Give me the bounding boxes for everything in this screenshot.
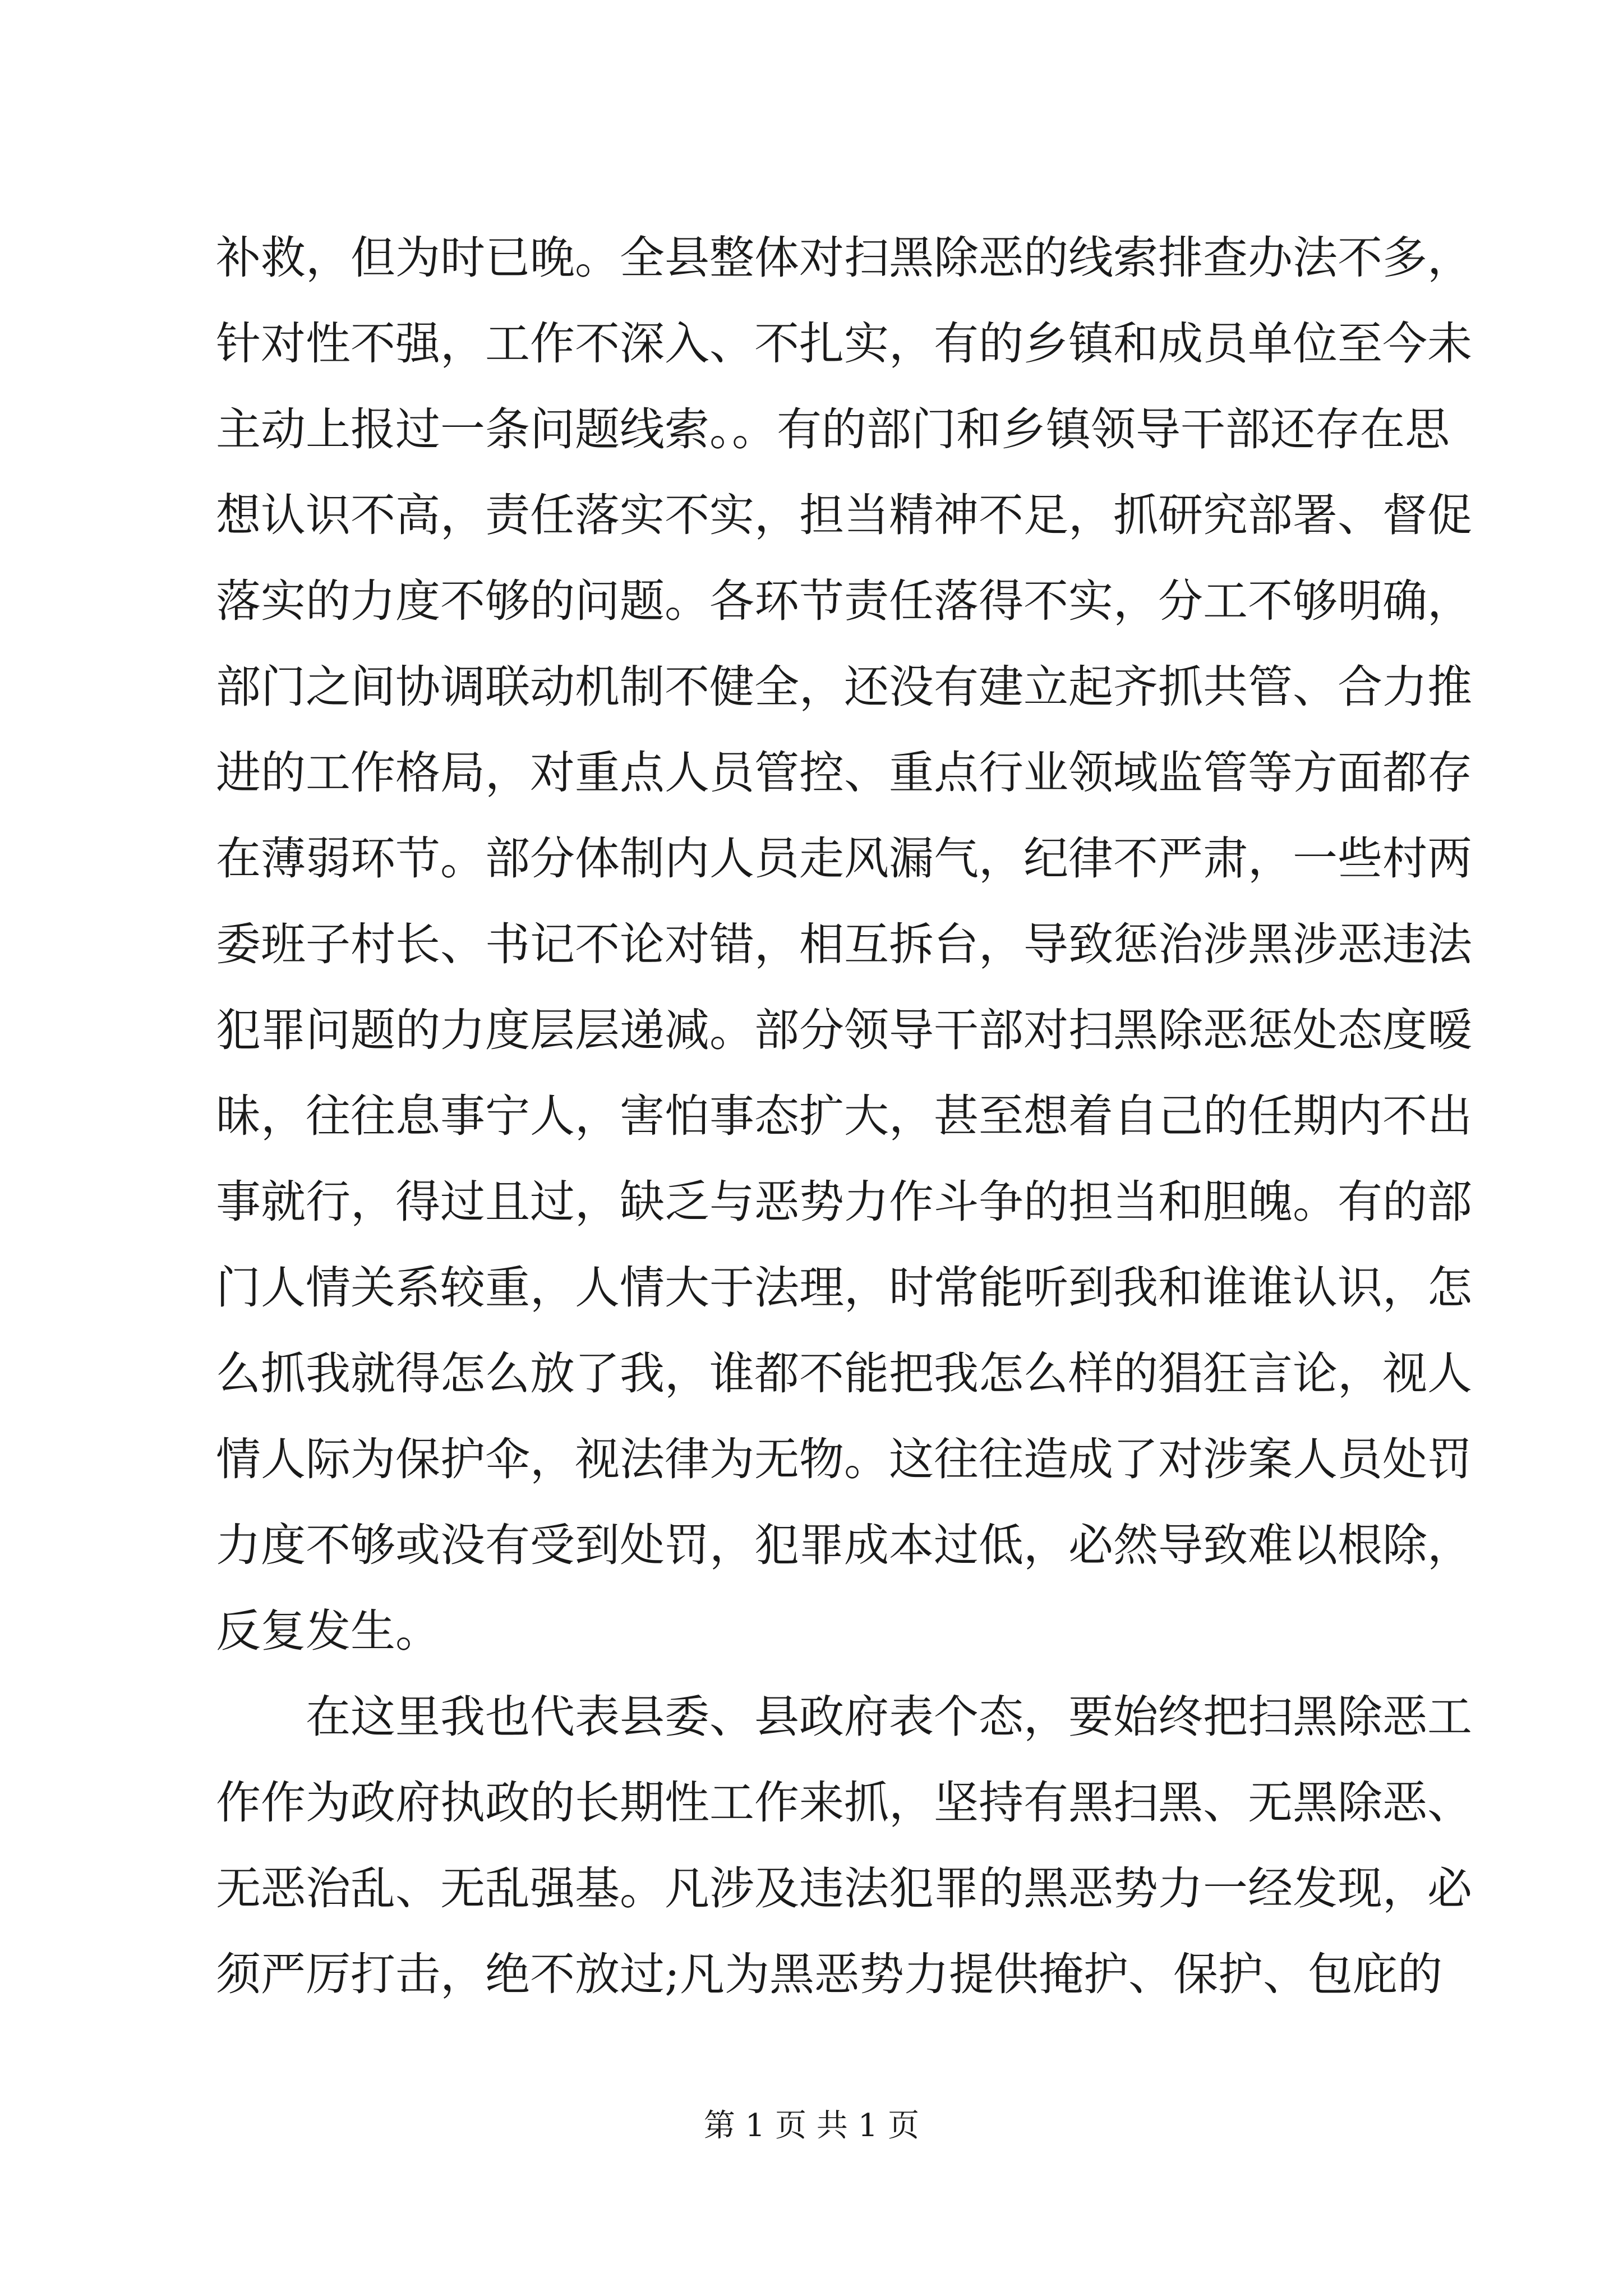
text-line: 无恶治乱、无乱强基。凡涉及违法犯罪的黑恶势力一经发现，必 [216, 1862, 1472, 1915]
text-line: 针对性不强，工作不深入、不扎实，有的乡镇和成员单位至今未 [216, 318, 1472, 370]
page-footer [0, 2106, 1623, 2146]
text-line: 事就行，得过且过，缺乏与恶势力作斗争的担当和胆魄。有的部 [216, 1176, 1472, 1228]
text-line: 么抓我就得怎么放了我，谁都不能把我怎么样的猖狂言论，视人 [216, 1347, 1472, 1400]
text-line: 想认识不高，责任落实不实，担当精神不足，抓研究部署、督促 [216, 489, 1472, 541]
text-line: 犯罪问题的力度层层递减。部分领导干部对扫黑除恶惩处态度暧 [216, 1004, 1472, 1056]
text-line: 部门之间协调联动机制不健全，还没有建立起齐抓共管、合力推 [216, 661, 1472, 713]
paragraph [216, 215, 1472, 1674]
text-line: 情人际为保护伞，视法律为无物。这往往造成了对涉案人员处罚 [216, 1433, 1472, 1485]
text-line: 主动上报过一条问题线索。。有的部门和乡镇领导干部还存在思 [216, 403, 1450, 455]
paragraph [216, 1674, 1472, 2017]
text-line: 进的工作格局，对重点人员管控、重点行业领域监管等方面都存 [216, 747, 1472, 799]
text-line: 门人情关系较重，人情大于法理，时常能听到我和谁谁认识，怎 [216, 1262, 1472, 1314]
document-body [216, 215, 1472, 2017]
text-line: 在这里我也代表县委、县政府表个态，要始终把扫黑除恶工 [306, 1691, 1472, 1743]
page-number-label: 第 1 页 共 1 页 [703, 2108, 920, 2144]
text-line: 委班子村长、书记不论对错，相互拆台，导致惩治涉黑涉恶违法 [216, 918, 1472, 970]
text-line: 须严厉打击，绝不放过;凡为黑恶势力提供掩护、保护、包庇的 [216, 1948, 1442, 2000]
text-line: 作作为政府执政的长期性工作来抓，坚持有黑扫黑、无黑除恶、 [216, 1777, 1472, 1829]
text-line: 在薄弱环节。部分体制内人员走风漏气，纪律不严肃，一些村两 [216, 832, 1472, 885]
text-line: 昧，往往息事宁人，害怕事态扩大，甚至想着自己的任期内不出 [216, 1090, 1472, 1142]
text-line: 反复发生。 [216, 1605, 440, 1657]
text-line: 力度不够或没有受到处罚，犯罪成本过低，必然导致难以根除， [216, 1519, 1472, 1571]
text-line: 补救，但为时已晚。全县整体对扫黑除恶的线索排查办法不多， [216, 232, 1472, 284]
text-line: 落实的力度不够的问题。各环节责任落得不实，分工不够明确， [216, 575, 1472, 627]
